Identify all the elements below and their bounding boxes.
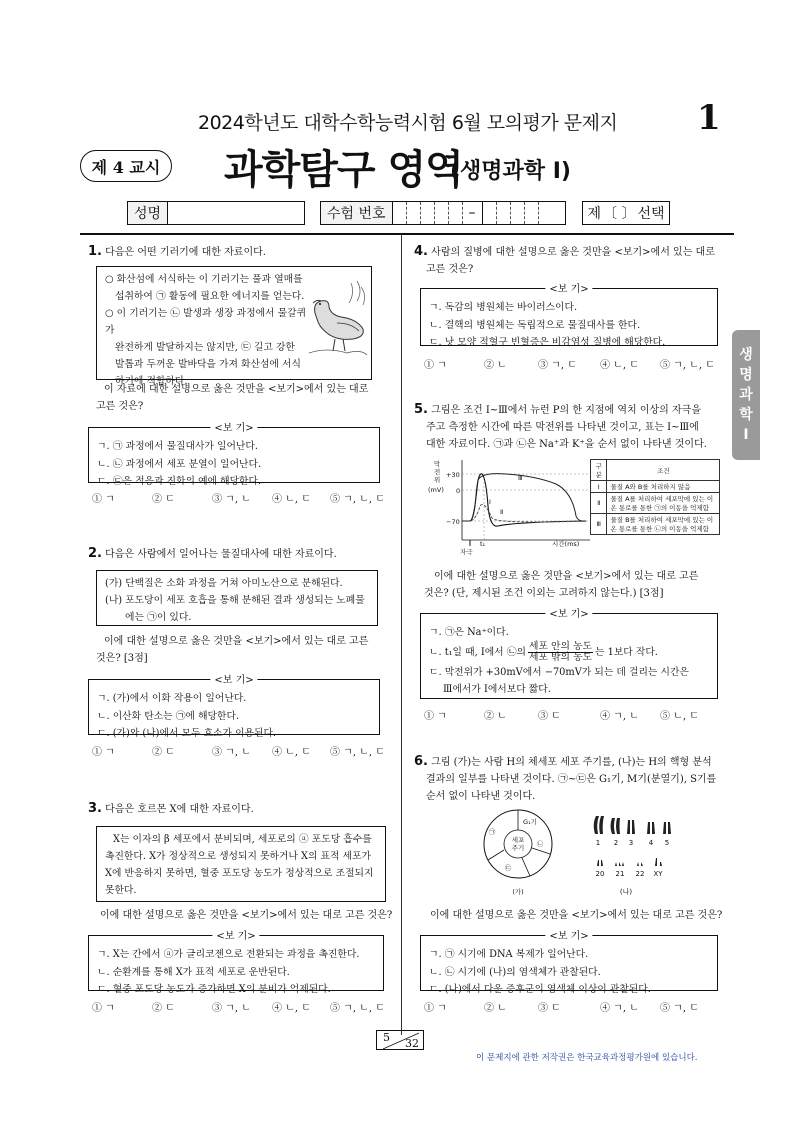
- side-tab-char: I: [743, 427, 749, 443]
- stem-text: 결과의 일부를 나타낸 것이다. ㉠~㉢은 G₁기, M기(분열기), S기를: [426, 774, 717, 785]
- karyotype-number: 22: [635, 870, 645, 878]
- choice-option[interactable]: ④ ㄱ, ㄴ: [600, 1003, 639, 1014]
- table-cell: 물질 B를 처리하여 세포막에 있는 이온 통로를 통한 ㉡의 이동을 억제함: [607, 514, 720, 535]
- box-line: 못한다.: [105, 885, 137, 896]
- box-line: X에 반응하지 못하면, 혈중 포도당 농도가 정상적으로 조절되지: [105, 868, 374, 879]
- box-line: 하기에 적합하다.: [115, 376, 188, 387]
- prompt-line: 이 자료에 대한 설명으로 옳은 것만을 <보기>에서 있는 대로: [104, 384, 369, 395]
- chromosome-set-21: [615, 862, 624, 866]
- karyotype-diagram: [590, 812, 700, 898]
- t1-label: t₁: [480, 540, 486, 548]
- choice-option[interactable]: ④ ㄱ, ㄴ: [600, 711, 639, 722]
- karyotype-number: 3: [628, 839, 634, 847]
- table-header: 조건: [607, 460, 720, 481]
- choice-option[interactable]: ① ㄱ: [424, 711, 447, 722]
- column-divider: [401, 235, 402, 1035]
- question-6-prompt: [430, 907, 730, 924]
- question-3-prompt: [100, 907, 396, 924]
- choice-option[interactable]: ① ㄱ: [424, 360, 447, 371]
- choice-option[interactable]: ③ ㄱ, ㄴ: [212, 494, 251, 505]
- question-4-bogi-box: [420, 284, 718, 348]
- cycle-label-a: ㉠: [488, 828, 496, 836]
- choice-option[interactable]: ③ ㄷ: [538, 1003, 561, 1014]
- bogi-item: ㄱ. ㉠ 과정에서 물질대사가 일어난다.: [97, 441, 258, 452]
- prompt-line: 이에 대한 설명으로 옳은 것만을 <보기>에서 있는 대로 고른 것은?: [430, 910, 723, 921]
- question-3-choices: [92, 999, 392, 1014]
- cycle-divider: [488, 850, 504, 860]
- table-cell: Ⅱ: [591, 493, 607, 514]
- stem-text: 주고 측정한 시간에 따른 막전위를 나타낸 것이고, 표는 Ⅰ~Ⅲ에: [426, 422, 699, 433]
- exam-number-dash: –: [463, 202, 483, 224]
- bogi-item: ㄷ. 혈중 포도당 농도가 증가하면 X의 분비가 억제된다.: [97, 984, 331, 995]
- karyotype-number: 20: [595, 870, 605, 878]
- stem-text: 그림 (가)는 사람 H의 체세포 세포 주기를, (나)는 H의 핵형 분석: [431, 757, 712, 768]
- question-number: 4.: [414, 244, 428, 259]
- question-1-stem: [88, 243, 388, 261]
- question-1-choices: [92, 490, 392, 505]
- goose-illustration: [307, 277, 369, 357]
- box-line: 완전하게 발달하지는 않지만, ㉢ 길고 강한: [115, 342, 295, 353]
- bogi-item: ㄷ. (가)와 (나)에서 모두 효소가 이용된다.: [97, 728, 277, 739]
- choice-option[interactable]: ② ㄷ: [152, 747, 175, 758]
- choice-option[interactable]: ② ㄷ: [152, 494, 175, 505]
- choice-option[interactable]: ③ ㄱ, ㄴ: [212, 1003, 251, 1014]
- karyotype-number: 21: [615, 870, 625, 878]
- box-line: 발톱과 두꺼운 발바닥을 가져 화산섬에 서식: [115, 359, 301, 370]
- copyright-notice: 이 문제지에 관한 저작권은 한국교육과정평가원에 있습니다.: [476, 1053, 698, 1063]
- question-2-bogi-box: [88, 675, 380, 739]
- table-row: [591, 493, 720, 514]
- prompt-line: 것은? (단, 제시된 조건 이외는 고려하지 않는다.) [3점]: [424, 588, 664, 599]
- choice-option[interactable]: ⑤ ㄱ, ㄴ, ㄷ: [660, 360, 715, 371]
- prompt-line: 고른 것은?: [96, 401, 144, 412]
- bogi-item: ㄱ. ㉠은 Na⁺이다.: [429, 627, 509, 638]
- choice-option[interactable]: ③ ㄱ, ㄷ: [538, 360, 577, 371]
- digit-cell[interactable]: [525, 202, 539, 224]
- bogi-item: ㄱ. (가)에서 이화 작용이 일어난다.: [97, 693, 247, 704]
- fraction-numerator: 세포 안의 농도: [529, 641, 593, 652]
- cycle-label-b: ㉡: [536, 840, 544, 848]
- page-counter: [376, 1030, 424, 1050]
- prompt-line: 이에 대한 설명으로 옳은 것만을 <보기>에서 있는 대로 고른 것은?: [100, 910, 393, 921]
- question-number: 5.: [414, 402, 428, 417]
- table-header: 구분: [591, 460, 607, 481]
- bogi-item: ㄱ. 독감의 병원체는 바이러스이다.: [429, 302, 578, 313]
- choice-suffix: 선택: [637, 206, 665, 222]
- name-field[interactable]: [127, 201, 305, 225]
- question-1-bogi-box: [88, 423, 380, 487]
- choice-prefix: 제: [587, 206, 601, 222]
- chromosome-pair-1: [594, 816, 604, 834]
- choice-option[interactable]: ⑤ ㄱ, ㄴ, ㄷ: [330, 494, 385, 505]
- table-row: [591, 514, 720, 535]
- choice-option[interactable]: ⑤ ㄱ, ㄴ, ㄷ: [330, 1003, 385, 1014]
- bogi-item: ㄷ. 낫 모양 적혈구 빈혈증은 비감염성 질병에 해당한다.: [429, 337, 666, 348]
- main-title: 과학탐구 영역: [224, 147, 463, 193]
- bogi-item: ㄷ. (나)에서 다운 증후군의 염색체 이상이 관찰된다.: [429, 984, 651, 995]
- bogi-item: Ⅲ에서가 Ⅰ에서보다 짧다.: [443, 684, 551, 695]
- exam-number-field[interactable]: [320, 201, 566, 225]
- choice-option[interactable]: ① ㄱ: [92, 1003, 115, 1014]
- cell-cycle-diagram: [478, 806, 558, 898]
- choice-option[interactable]: ② ㄴ: [484, 1003, 507, 1014]
- ylabel-unit: (mV): [428, 486, 444, 494]
- bogi-item: ㄷ. 막전위가 +30mV에서 −70mV가 되는 데 걸리는 시간은: [429, 666, 689, 678]
- stem-text: 다음은 호르몬 X에 대한 자료이다.: [105, 804, 254, 815]
- question-5-prompt: [424, 568, 730, 602]
- table-cell: 물질 A와 B를 처리하지 않음: [607, 481, 720, 493]
- x-axis-label: 시간(ms): [552, 540, 580, 548]
- question-2-stem: [88, 545, 388, 563]
- choice-field[interactable]: [582, 201, 670, 225]
- ylabel-char: 위: [434, 476, 441, 484]
- question-1-prompt: [96, 381, 392, 415]
- prompt-line: 이에 대한 설명으로 옳은 것만을 <보기>에서 있는 대로 고른: [104, 636, 369, 647]
- question-number: 3.: [88, 801, 102, 816]
- question-4-stem: [414, 243, 724, 278]
- curve-I: [462, 474, 586, 526]
- box-line: X는 이자의 β 세포에서 분비되며, 세포로의 ⓐ 포도당 흡수를: [113, 834, 372, 845]
- digit-cell[interactable]: [497, 202, 511, 224]
- fraction: [528, 642, 593, 663]
- bogi-item: ㄴ. ㉡ 과정에서 세포 분열이 일어난다.: [97, 458, 262, 470]
- choice-option[interactable]: ③ ㄷ: [538, 711, 561, 722]
- cycle-divider: [522, 858, 530, 876]
- chromosome-pair-20: [597, 860, 603, 866]
- bogi-item: ㄴ. ㉡ 시기에 (나)의 염색체가 관찰된다.: [429, 966, 601, 978]
- ylabel-char: 막: [434, 460, 441, 468]
- stem-text: 대한 자료이다. ㉠과 ㉡은 Na⁺과 K⁺을 순서 없이 나타낸 것이다.: [426, 439, 707, 450]
- condition-table: [590, 459, 720, 535]
- bogi-text: ㄴ. t₁일 때, Ⅰ에서 ㉡의: [429, 646, 526, 658]
- cycle-center-label: 세포: [511, 836, 525, 844]
- g1-label: G₁기: [523, 818, 537, 826]
- diagram-caption: (나): [619, 888, 633, 896]
- choice-option[interactable]: ② ㄷ: [152, 1003, 175, 1014]
- question-5-choices: [424, 707, 724, 722]
- question-6-bogi-box: [420, 931, 718, 995]
- question-number: 6.: [414, 754, 428, 769]
- choice-option[interactable]: ④ ㄴ, ㄷ: [272, 494, 311, 505]
- y-tick-zero: 0: [456, 487, 461, 495]
- question-1-info-box: [96, 266, 372, 387]
- chromosome-pair-22: [637, 862, 643, 866]
- stem-text: 다음은 사람에서 일어나는 물질대사에 대한 자료이다.: [105, 549, 337, 560]
- header-rule: [80, 233, 734, 235]
- karyotype-number: XY: [653, 870, 663, 878]
- stem-text: 고른 것은?: [426, 264, 474, 275]
- bogi-title: <보 기>: [210, 672, 257, 690]
- cycle-label-c: ㉢: [504, 864, 512, 872]
- chromosome-pair-3: [627, 820, 635, 834]
- karyotype-number: 1: [595, 839, 601, 847]
- bogi-title: <보 기>: [210, 420, 257, 438]
- bogi-item: ㄴ. 결핵의 병원체는 독립적으로 물질대사를 한다.: [429, 319, 641, 331]
- curve-label-III: Ⅲ: [518, 474, 523, 482]
- box-line: 섭취하여 ㉠ 활동에 필요한 에너지를 얻는다.: [115, 291, 305, 302]
- side-tab-char: 명: [739, 367, 753, 383]
- bogi-item: ㄴ. 순환계를 통해 X가 표적 세포로 운반된다.: [97, 966, 290, 978]
- box-line: (나) 포도당이 세포 호흡을 통해 분해된 결과 생성되는 노폐물: [105, 595, 365, 606]
- curve-III: [462, 474, 586, 522]
- stem-text: 사람의 질병에 대한 설명으로 옳은 것만을 <보기>에서 있는 대로: [431, 247, 715, 258]
- chromosome-xy: [655, 858, 662, 866]
- question-6-choices: [424, 999, 724, 1014]
- question-6-stem: [414, 753, 732, 805]
- side-tab-char: 과: [739, 387, 753, 403]
- chromosome-pair-5: [663, 822, 671, 834]
- ylabel-char: 전: [434, 468, 441, 476]
- choice-option[interactable]: ② ㄴ: [484, 360, 507, 371]
- bogi-item-fraction: [429, 642, 709, 664]
- question-2-prompt: [96, 633, 392, 667]
- y-tick-minus70: −70: [446, 518, 460, 526]
- bogi-title: <보 기>: [545, 606, 592, 624]
- exam-header-title: 2024학년도 대학수학능력시험 6월 모의평가 문제지: [198, 112, 618, 134]
- bogi-item: ㄴ. 이산화 탄소는 ㉠에 해당한다.: [97, 710, 240, 722]
- bogi-text: 는 1보다 작다.: [595, 646, 658, 658]
- total-pages: 32: [405, 1037, 419, 1050]
- box-line: 에는 ㉠이 있다.: [125, 612, 192, 623]
- question-2-info-box: [96, 570, 378, 626]
- digit-cell[interactable]: [407, 202, 421, 224]
- choice-option[interactable]: ⑤ ㄱ, ㄷ: [660, 1003, 699, 1014]
- side-tab-char: 학: [739, 407, 753, 423]
- subject-side-tab: [732, 330, 760, 460]
- diagram-caption: (가): [512, 888, 524, 896]
- cycle-divider: [532, 848, 550, 854]
- bogi-item: ㄱ. X는 간에서 ⓐ가 글리코젠으로 전환되는 과정을 촉진한다.: [97, 949, 360, 960]
- bogi-title: <보 기>: [545, 281, 592, 299]
- karyotype-number: 2: [613, 839, 619, 847]
- choice-option[interactable]: ⑤ ㄱ, ㄴ, ㄷ: [330, 747, 385, 758]
- bogi-item: ㄱ. ㉠ 시기에 DNA 복제가 일어난다.: [429, 949, 589, 960]
- box-line: (가) 단백질은 소화 과정을 거쳐 아미노산으로 분해된다.: [105, 578, 343, 589]
- digit-cell[interactable]: [483, 202, 497, 224]
- choice-option[interactable]: ⑤ ㄴ, ㄷ: [660, 711, 699, 722]
- choice-option[interactable]: ① ㄱ: [424, 1003, 447, 1014]
- prompt-line: 것은? [3점]: [96, 653, 148, 664]
- prompt-line: 이에 대한 설명으로 옳은 것만을 <보기>에서 있는 대로 고른: [434, 571, 699, 582]
- question-4-choices: [424, 356, 724, 371]
- karyotype-number: 4: [648, 839, 654, 847]
- karyotype-number: 5: [664, 839, 670, 847]
- question-3-stem: [88, 800, 388, 818]
- choice-option[interactable]: ② ㄴ: [484, 711, 507, 722]
- stem-text: 순서 없이 나타낸 것이다.: [426, 791, 536, 802]
- question-5-stem: [414, 401, 732, 453]
- box-line: ○ 이 기러기는 ㉡ 발생과 생장 과정에서 물갈퀴가: [105, 308, 307, 336]
- question-3-info-box: [96, 826, 386, 902]
- choice-option[interactable]: ④ ㄴ, ㄷ: [272, 747, 311, 758]
- question-5-bogi-box: [420, 609, 718, 699]
- question-2-choices: [92, 743, 392, 758]
- page-number: 1: [697, 98, 721, 138]
- choice-option[interactable]: ④ ㄴ, ㄷ: [600, 360, 639, 371]
- digit-cell[interactable]: [511, 202, 525, 224]
- stimulus-label: 자극: [460, 548, 473, 556]
- chromosome-pair-4: [647, 822, 655, 834]
- bogi-item: ㄷ. ㉢은 적응과 진화의 예에 해당한다.: [97, 476, 262, 487]
- name-label: 성명: [128, 202, 168, 224]
- digit-cell[interactable]: [435, 202, 449, 224]
- digit-cell[interactable]: [421, 202, 435, 224]
- current-page: 5: [383, 1031, 390, 1044]
- choice-option[interactable]: ① ㄱ: [92, 494, 115, 505]
- choice-option[interactable]: ③ ㄱ, ㄴ: [212, 747, 251, 758]
- question-number: 1.: [88, 244, 102, 259]
- membrane-potential-graph: [426, 456, 592, 560]
- side-tab-char: 생: [739, 347, 753, 363]
- choice-option[interactable]: ④ ㄴ, ㄷ: [272, 1003, 311, 1014]
- table-cell: 물질 A를 처리하여 세포막에 있는 이온 통로를 통한 ㉠의 이동을 억제함: [607, 493, 720, 514]
- chromosome-pair-2: [611, 818, 621, 834]
- curve-label-II: Ⅱ: [500, 508, 504, 516]
- fraction-denominator: 세포 밖의 농도: [529, 652, 593, 663]
- choice-brackets: 〔 〕: [603, 206, 636, 222]
- curve-II: [462, 505, 586, 523]
- digit-cell[interactable]: [449, 202, 463, 224]
- table-row: [591, 481, 720, 493]
- cycle-center-label: 주기: [511, 844, 525, 852]
- table-cell: Ⅲ: [591, 514, 607, 535]
- digit-cell[interactable]: [393, 202, 407, 224]
- box-line: 촉진한다. X가 정상적으로 생성되지 못하거나 X의 표적 세포가: [105, 851, 371, 862]
- bogi-title: <보 기>: [212, 928, 259, 946]
- table-cell: Ⅰ: [591, 481, 607, 493]
- period-badge: 제 4 교시: [80, 150, 172, 182]
- subject-title: (생명과학 I): [450, 159, 571, 184]
- exam-number-label: 수험 번호: [321, 202, 393, 224]
- y-tick-plus30: +30: [446, 471, 460, 479]
- bogi-title: <보 기>: [545, 928, 592, 946]
- stem-text: 다음은 어떤 기러기에 대한 자료이다.: [105, 247, 266, 258]
- stem-text: 그림은 조건 Ⅰ~Ⅲ에서 뉴런 P의 한 지점에 역치 이상의 자극을: [431, 405, 702, 416]
- question-number: 2.: [88, 546, 102, 561]
- question-3-bogi-box: [88, 931, 384, 995]
- curve-label-I: Ⅰ: [489, 498, 491, 506]
- box-line: ○ 화산섬에 서식하는 이 기러기는 풀과 열매를: [105, 274, 303, 285]
- choice-option[interactable]: ① ㄱ: [92, 747, 115, 758]
